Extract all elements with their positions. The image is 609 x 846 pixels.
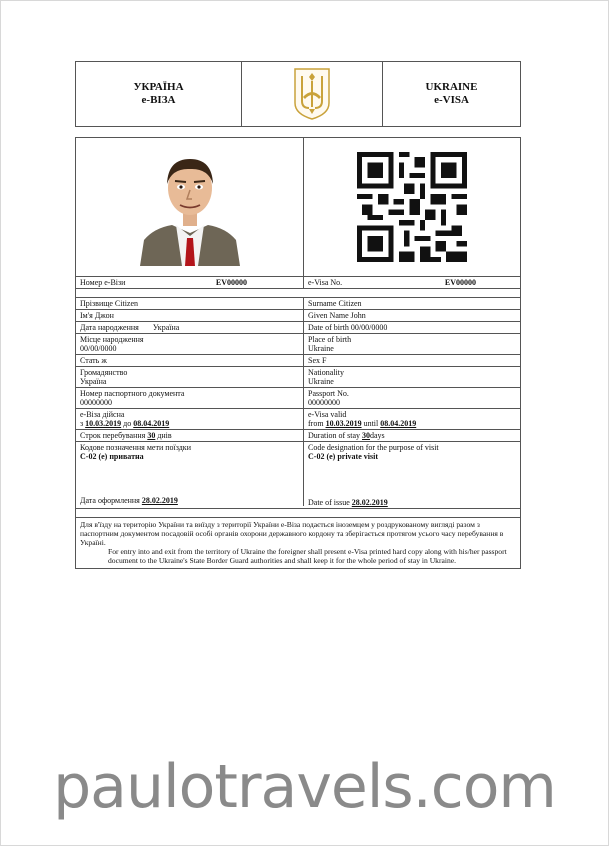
validity-from-ua: 10.03.2019 <box>85 419 122 428</box>
validity-from-prefix-ua: з <box>80 419 84 428</box>
issue-value-en: 28.02.2019 <box>351 498 388 507</box>
dob-value-ua: Україна <box>152 323 180 332</box>
validity-row <box>76 408 520 429</box>
surname-ua: Прізвище Citizen <box>76 298 304 309</box>
passport-ua <box>76 388 304 408</box>
passport-label-en: Passport No. <box>308 389 349 398</box>
pob-label-en: Place of birth <box>308 335 352 344</box>
validity-to-en: 08.04.2019 <box>380 419 417 428</box>
sex-ua: Стать ж <box>76 355 304 366</box>
passport-value-ua: 00000000 <box>80 398 112 407</box>
header-country-ua: УКРАЇНА <box>133 81 184 93</box>
issue-date-en <box>308 498 516 507</box>
qr-cell <box>304 138 520 276</box>
header-ukrainian <box>76 62 242 126</box>
visa-number-label-en: e-Visa No. <box>308 278 343 287</box>
photo-cell <box>76 138 304 276</box>
purpose-en <box>304 442 520 508</box>
nationality-value-en: Ukraine <box>308 377 334 386</box>
validity-en <box>304 409 520 429</box>
validity-to-prefix-en: until <box>363 419 379 428</box>
stay-value-en: 30 <box>362 431 370 440</box>
header-doc-en: e-VISA <box>434 94 469 106</box>
visa-details-table <box>75 137 521 569</box>
entry-instructions-en: For entry into and exit from the territory of Ukraine the foreigner shall present e-Visa printed hard copy along with his/her passport document to the Ukraine's State Border Guard authorities and shall keep it for the whole period of stay in Ukraine. <box>108 547 507 565</box>
pob-value-ua: 00/00/0000 <box>80 344 117 353</box>
purpose-label-en: Code designation for the purpose of visit <box>308 443 439 452</box>
issue-date-ua <box>80 496 299 505</box>
validity-from-en: 10.03.2019 <box>325 419 362 428</box>
stay-en <box>304 430 520 441</box>
pob-en <box>304 334 520 354</box>
header-doc-ua: e-ВІЗА <box>141 94 176 106</box>
given-name-en: Given Name John <box>308 311 366 320</box>
passport-en <box>304 388 520 408</box>
nationality-en <box>304 367 520 387</box>
stay-row <box>76 429 520 441</box>
sex-en: Sex F <box>308 356 327 365</box>
holder-photo <box>140 148 240 266</box>
visa-number-label-ua: Номер e-Візи <box>80 278 126 287</box>
given-name-ua: Ім'я Джон <box>76 310 304 321</box>
validity-to-prefix-ua: до <box>123 419 132 428</box>
validity-dates-ua <box>80 419 299 428</box>
spacer-row <box>76 508 520 517</box>
purpose-value-en: C-02 (e) private visit <box>308 452 378 461</box>
trident-emblem-icon <box>292 67 332 121</box>
issue-value-ua: 28.02.2019 <box>141 496 178 505</box>
watermark: paulotravels.com <box>53 752 556 822</box>
issue-label-en: Date of issue <box>308 498 350 507</box>
purpose-label-ua: Кодове позначення мети поїздки <box>80 443 191 452</box>
nationality-ua <box>76 367 304 387</box>
stay-value-ua: 30 <box>147 431 156 440</box>
nationality-value-ua: Україна <box>80 377 107 386</box>
validity-label-en: e-Visa valid <box>308 410 347 419</box>
entry-instructions <box>76 517 520 568</box>
dob-ua <box>76 322 304 333</box>
entry-instructions-ua: Для в'їзду на територію України та виїзду з території України e-Віза подається іноземцем у роздрукованому вигляді разом з паспортним документом посадовій особі органів охорони державного кордону та зберігається протягом усього часу перебування в Україні. <box>80 520 504 547</box>
pob-ua <box>76 334 304 354</box>
visa-number-row <box>76 276 520 288</box>
passport-value-en: 00000000 <box>308 398 340 407</box>
validity-from-prefix-en: from <box>308 419 324 428</box>
validity-ua <box>76 409 304 429</box>
nationality-label-en: Nationality <box>308 368 344 377</box>
visa-number-value-ua: EV00000 <box>215 278 247 287</box>
issue-label-ua: Дата оформлення <box>80 496 140 505</box>
validity-to-ua: 08.04.2019 <box>133 419 170 428</box>
purpose-row <box>76 441 520 508</box>
purpose-ua <box>76 442 304 506</box>
given-name-row <box>76 309 520 321</box>
dob-row <box>76 321 520 333</box>
validity-dates-en <box>308 419 516 428</box>
visa-header <box>75 61 521 127</box>
photo-qr-row <box>76 138 520 276</box>
visa-number-value-en: EV00000 <box>444 278 476 287</box>
pob-row <box>76 333 520 354</box>
validity-label-ua: e-Віза дійсна <box>80 410 125 419</box>
visa-number-ua <box>76 277 304 288</box>
stay-unit-en: days <box>370 431 385 440</box>
passport-label-ua: Номер паспортного документа <box>80 389 185 398</box>
sex-row <box>76 354 520 366</box>
dob-label-ua: Дата народження <box>80 323 139 332</box>
surname-row <box>76 297 520 309</box>
qr-code-icon <box>357 152 467 262</box>
pob-value-en: Ukraine <box>308 344 334 353</box>
stay-label-en: Duration of stay <box>308 431 360 440</box>
spacer-row <box>76 288 520 297</box>
pob-label-ua: Місце народження <box>80 335 144 344</box>
header-english <box>383 62 520 126</box>
dob-en: Date of birth 00/00/0000 <box>308 323 388 332</box>
nationality-label-ua: Громадянство <box>80 368 128 377</box>
coat-of-arms <box>242 62 383 126</box>
header-country-en: UKRAINE <box>425 81 478 93</box>
nationality-row <box>76 366 520 387</box>
purpose-value-ua: C-02 (e) приватна <box>80 452 144 461</box>
stay-unit-ua: днів <box>157 431 172 440</box>
stay-ua <box>76 430 304 441</box>
passport-row <box>76 387 520 408</box>
visa-number-en <box>304 277 520 288</box>
surname-en: Surname Citizen <box>308 299 362 308</box>
stay-label-ua: Строк перебування <box>80 431 146 440</box>
